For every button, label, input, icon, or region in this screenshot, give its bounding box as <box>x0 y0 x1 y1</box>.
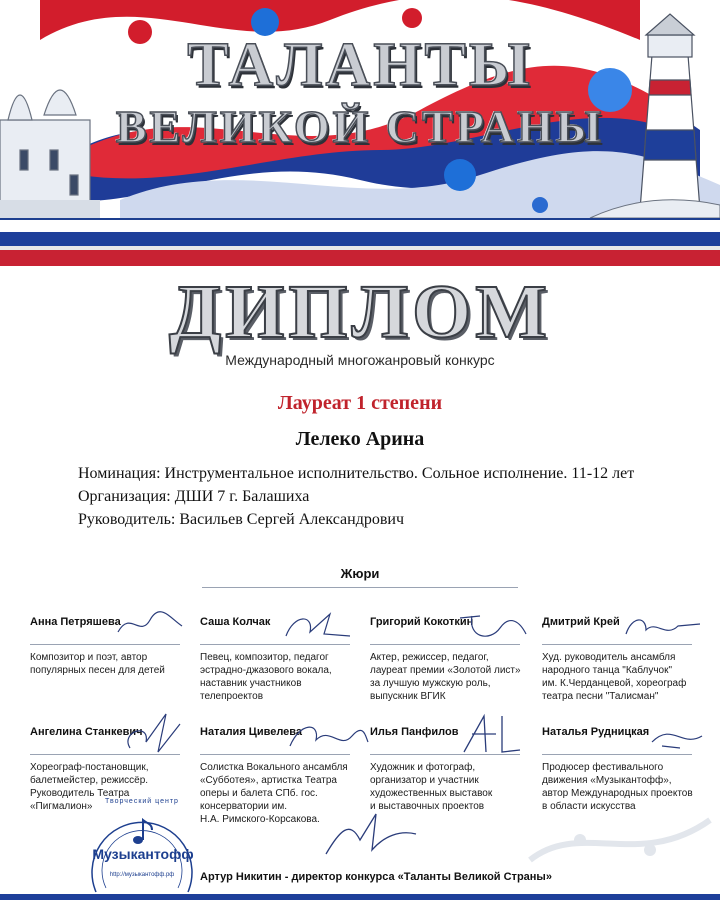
contest-banner <box>0 0 720 218</box>
bottom-band <box>0 894 720 900</box>
signature-line <box>200 644 350 645</box>
jury-member-name: Наталия Цивелева <box>200 726 303 738</box>
banner-title-line2: ВЕЛИКОЙ СТРАНЫ <box>115 101 605 152</box>
jury-member-description: Художник и фотограф, организатор и участник художественных выставок и выставочных проектов <box>370 762 493 812</box>
stamp-arc-text: Творческий центр <box>105 798 179 805</box>
signature-line <box>542 644 692 645</box>
jury-member-name: Илья Панфилов <box>370 726 459 738</box>
signature <box>280 608 360 644</box>
jury-member-description: Композитор и поэт, автор популярных песен для детей <box>30 652 165 676</box>
participant-name: Лелеко Арина <box>295 428 425 450</box>
director-signature <box>320 810 420 860</box>
signature <box>450 712 530 756</box>
jury-member-name: Саша Колчак <box>200 616 271 628</box>
jury-member <box>200 616 370 703</box>
signature <box>622 718 712 754</box>
signature <box>450 608 530 644</box>
jury-member-description: Солистка Вокального ансамбля «Субботея», артистка Театра оперы и балета СПб. гос. консерватории им. Н.А. Римского-Корсакова. <box>200 762 348 825</box>
jury-member-name: Григорий Кокоткин <box>370 616 474 628</box>
jury-member-description: Певец, композитор, педагог эстрадно-джазового вокала, наставник участников телепроектов <box>200 652 332 702</box>
laureate-degree: Лауреат 1 степени <box>277 392 443 414</box>
tricolor-band <box>0 218 720 268</box>
diploma-details <box>78 462 698 531</box>
organization-line: Организация: ДШИ 7 г. Балашиха <box>78 488 310 505</box>
jury-member-name: Дмитрий Крей <box>542 616 620 628</box>
jury-member <box>370 616 540 703</box>
jury-member <box>542 616 712 703</box>
diploma-title: ДИПЛОМ <box>169 270 551 354</box>
supervisor-line: Руководитель: Васильев Сергей Александрович <box>78 511 405 528</box>
stamp-url: http://музыкантофф.рф <box>109 872 175 878</box>
jury-member-description: Худ. руководитель ансамбля народного танца "Каблучок" им. К.Черданцевой, хореограф театра песни "Талисман" <box>542 652 687 702</box>
contest-director: Артур Никитин - директор конкурса «Таланты Великой Страны» <box>200 871 552 883</box>
jury-member-name: Наталья Рудницкая <box>542 726 650 738</box>
jury-divider <box>202 587 518 588</box>
signature <box>622 608 702 644</box>
banner-title-line1: ТАЛАНТЫ <box>187 31 533 99</box>
jury-member-name: Ангелина Станкевич <box>30 726 143 738</box>
nomination-line: Номинация: Инструментальное исполнительство. Сольное исполнение. 11-12 лет <box>78 465 635 482</box>
signature-line <box>30 644 180 645</box>
contest-subtitle: Международный многожанровый конкурс <box>225 352 495 368</box>
signature <box>110 608 190 644</box>
signature-line <box>542 754 692 755</box>
jury-member-name: Анна Петряшева <box>30 616 121 628</box>
signature-line <box>370 644 520 645</box>
organizer-stamp <box>82 796 202 900</box>
jury-member <box>370 726 540 813</box>
signature <box>280 716 370 756</box>
jury-member-description: Продюсер фестивального движения «Музыкантофф», автор Международных проектов в области искусства <box>542 762 693 812</box>
music-notes-decoration <box>520 760 720 880</box>
jury-heading: Жюри <box>340 566 380 581</box>
stamp-wordmark: Музыкантофф <box>92 846 194 862</box>
jury-member-description: Актер, режиссер, педагог, лауреат премии «Золотой лист» за лучшую мужскую роль, выпускник ВГИК <box>370 652 521 702</box>
jury-member-description: Хореограф-постановщик, балетмейстер, режиссёр. Руководитель Театра «Пигмалион» <box>30 762 149 812</box>
signature <box>110 712 190 756</box>
jury-member <box>30 616 200 677</box>
